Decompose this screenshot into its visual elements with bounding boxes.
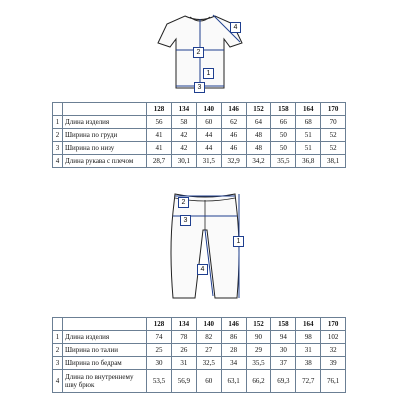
tshirt-marker-3: 3 (194, 82, 205, 93)
cell: 82 (196, 331, 221, 344)
row-number: 3 (53, 142, 63, 155)
cell: 38 (296, 357, 321, 370)
cell: 29 (246, 344, 271, 357)
size-col: 140 (196, 103, 221, 116)
cell: 32 (321, 344, 346, 357)
cell: 66 (271, 116, 296, 129)
row-number: 3 (53, 357, 63, 370)
size-col: 170 (321, 318, 346, 331)
tshirt-marker-4: 4 (230, 22, 241, 33)
table-row (53, 116, 346, 129)
size-col: 164 (296, 318, 321, 331)
pants-illustration (155, 190, 255, 305)
size-col: 158 (271, 103, 296, 116)
size-col: 134 (171, 103, 196, 116)
size-col: 146 (221, 103, 246, 116)
row-label: Ширина по груди (63, 129, 147, 142)
table-row (53, 344, 346, 357)
row-label: Длина рукава с плечом (63, 155, 147, 168)
row-number: 1 (53, 331, 63, 344)
size-col: 152 (246, 318, 271, 331)
cell: 30 (271, 344, 296, 357)
header-label (63, 318, 147, 331)
cell: 39 (321, 357, 346, 370)
tshirt-marker-1: 1 (203, 68, 214, 79)
cell: 34,2 (246, 155, 271, 168)
row-label: Ширина по талии (63, 344, 147, 357)
cell: 76,1 (321, 370, 346, 393)
cell: 32,5 (196, 357, 221, 370)
pants-marker-3: 3 (180, 215, 191, 226)
cell: 50 (271, 129, 296, 142)
size-col: 134 (171, 318, 196, 331)
cell: 46 (221, 142, 246, 155)
size-col: 128 (147, 318, 172, 331)
tshirt-table-header (53, 103, 346, 116)
cell: 56,9 (171, 370, 196, 393)
cell: 68 (296, 116, 321, 129)
cell: 25 (147, 344, 172, 357)
row-number: 2 (53, 129, 63, 142)
row-label: Ширина по бедрам (63, 357, 147, 370)
cell: 35,5 (246, 357, 271, 370)
cell: 63,1 (221, 370, 246, 393)
cell: 44 (196, 142, 221, 155)
cell: 36,8 (296, 155, 321, 168)
row-label: Длина изделия (63, 116, 147, 129)
cell: 74 (147, 331, 172, 344)
header-num (53, 103, 63, 116)
cell: 34 (221, 357, 246, 370)
pants-table-header (53, 318, 346, 331)
cell: 52 (321, 142, 346, 155)
cell: 58 (171, 116, 196, 129)
cell: 60 (196, 370, 221, 393)
cell: 42 (171, 142, 196, 155)
cell: 52 (321, 129, 346, 142)
row-label: Длина изделия (63, 331, 147, 344)
cell: 69,3 (271, 370, 296, 393)
cell: 31 (171, 357, 196, 370)
cell: 28 (221, 344, 246, 357)
cell: 30 (147, 357, 172, 370)
cell: 31,5 (196, 155, 221, 168)
cell: 28,7 (147, 155, 172, 168)
row-label: Длина по внутреннему шву брюк (63, 370, 147, 393)
row-number: 1 (53, 116, 63, 129)
size-col: 164 (296, 103, 321, 116)
cell: 44 (196, 129, 221, 142)
cell: 41 (147, 129, 172, 142)
pants-marker-1: 1 (233, 236, 244, 247)
header-num (53, 318, 63, 331)
cell: 37 (271, 357, 296, 370)
header-label (63, 103, 147, 116)
table-row (53, 142, 346, 155)
cell: 53,5 (147, 370, 172, 393)
row-label: Ширина по низу (63, 142, 147, 155)
cell: 51 (296, 142, 321, 155)
cell: 30,1 (171, 155, 196, 168)
row-number: 2 (53, 344, 63, 357)
cell: 26 (171, 344, 196, 357)
cell: 72,7 (296, 370, 321, 393)
row-number: 4 (53, 155, 63, 168)
size-col: 140 (196, 318, 221, 331)
cell: 48 (246, 129, 271, 142)
cell: 38,1 (321, 155, 346, 168)
tshirt-marker-2: 2 (193, 47, 204, 58)
cell: 62 (221, 116, 246, 129)
size-col: 170 (321, 103, 346, 116)
table-row (53, 155, 346, 168)
size-col: 146 (221, 318, 246, 331)
cell: 56 (147, 116, 172, 129)
tshirt-size-table (52, 102, 346, 168)
cell: 46 (221, 129, 246, 142)
cell: 51 (296, 129, 321, 142)
cell: 64 (246, 116, 271, 129)
cell: 78 (171, 331, 196, 344)
table-row (53, 129, 346, 142)
size-col: 152 (246, 103, 271, 116)
cell: 66,2 (246, 370, 271, 393)
cell: 27 (196, 344, 221, 357)
pants-size-table (52, 317, 346, 393)
cell: 90 (246, 331, 271, 344)
cell: 94 (271, 331, 296, 344)
cell: 31 (296, 344, 321, 357)
cell: 60 (196, 116, 221, 129)
cell: 102 (321, 331, 346, 344)
cell: 70 (321, 116, 346, 129)
table-row (53, 357, 346, 370)
pants-marker-2: 2 (178, 197, 189, 208)
pants-marker-4: 4 (197, 264, 208, 275)
cell: 32,9 (221, 155, 246, 168)
cell: 41 (147, 142, 172, 155)
row-number: 4 (53, 370, 63, 393)
cell: 50 (271, 142, 296, 155)
cell: 35,5 (271, 155, 296, 168)
size-col: 128 (147, 103, 172, 116)
cell: 48 (246, 142, 271, 155)
cell: 42 (171, 129, 196, 142)
size-col: 158 (271, 318, 296, 331)
table-row (53, 370, 346, 393)
table-row (53, 331, 346, 344)
cell: 86 (221, 331, 246, 344)
cell: 98 (296, 331, 321, 344)
